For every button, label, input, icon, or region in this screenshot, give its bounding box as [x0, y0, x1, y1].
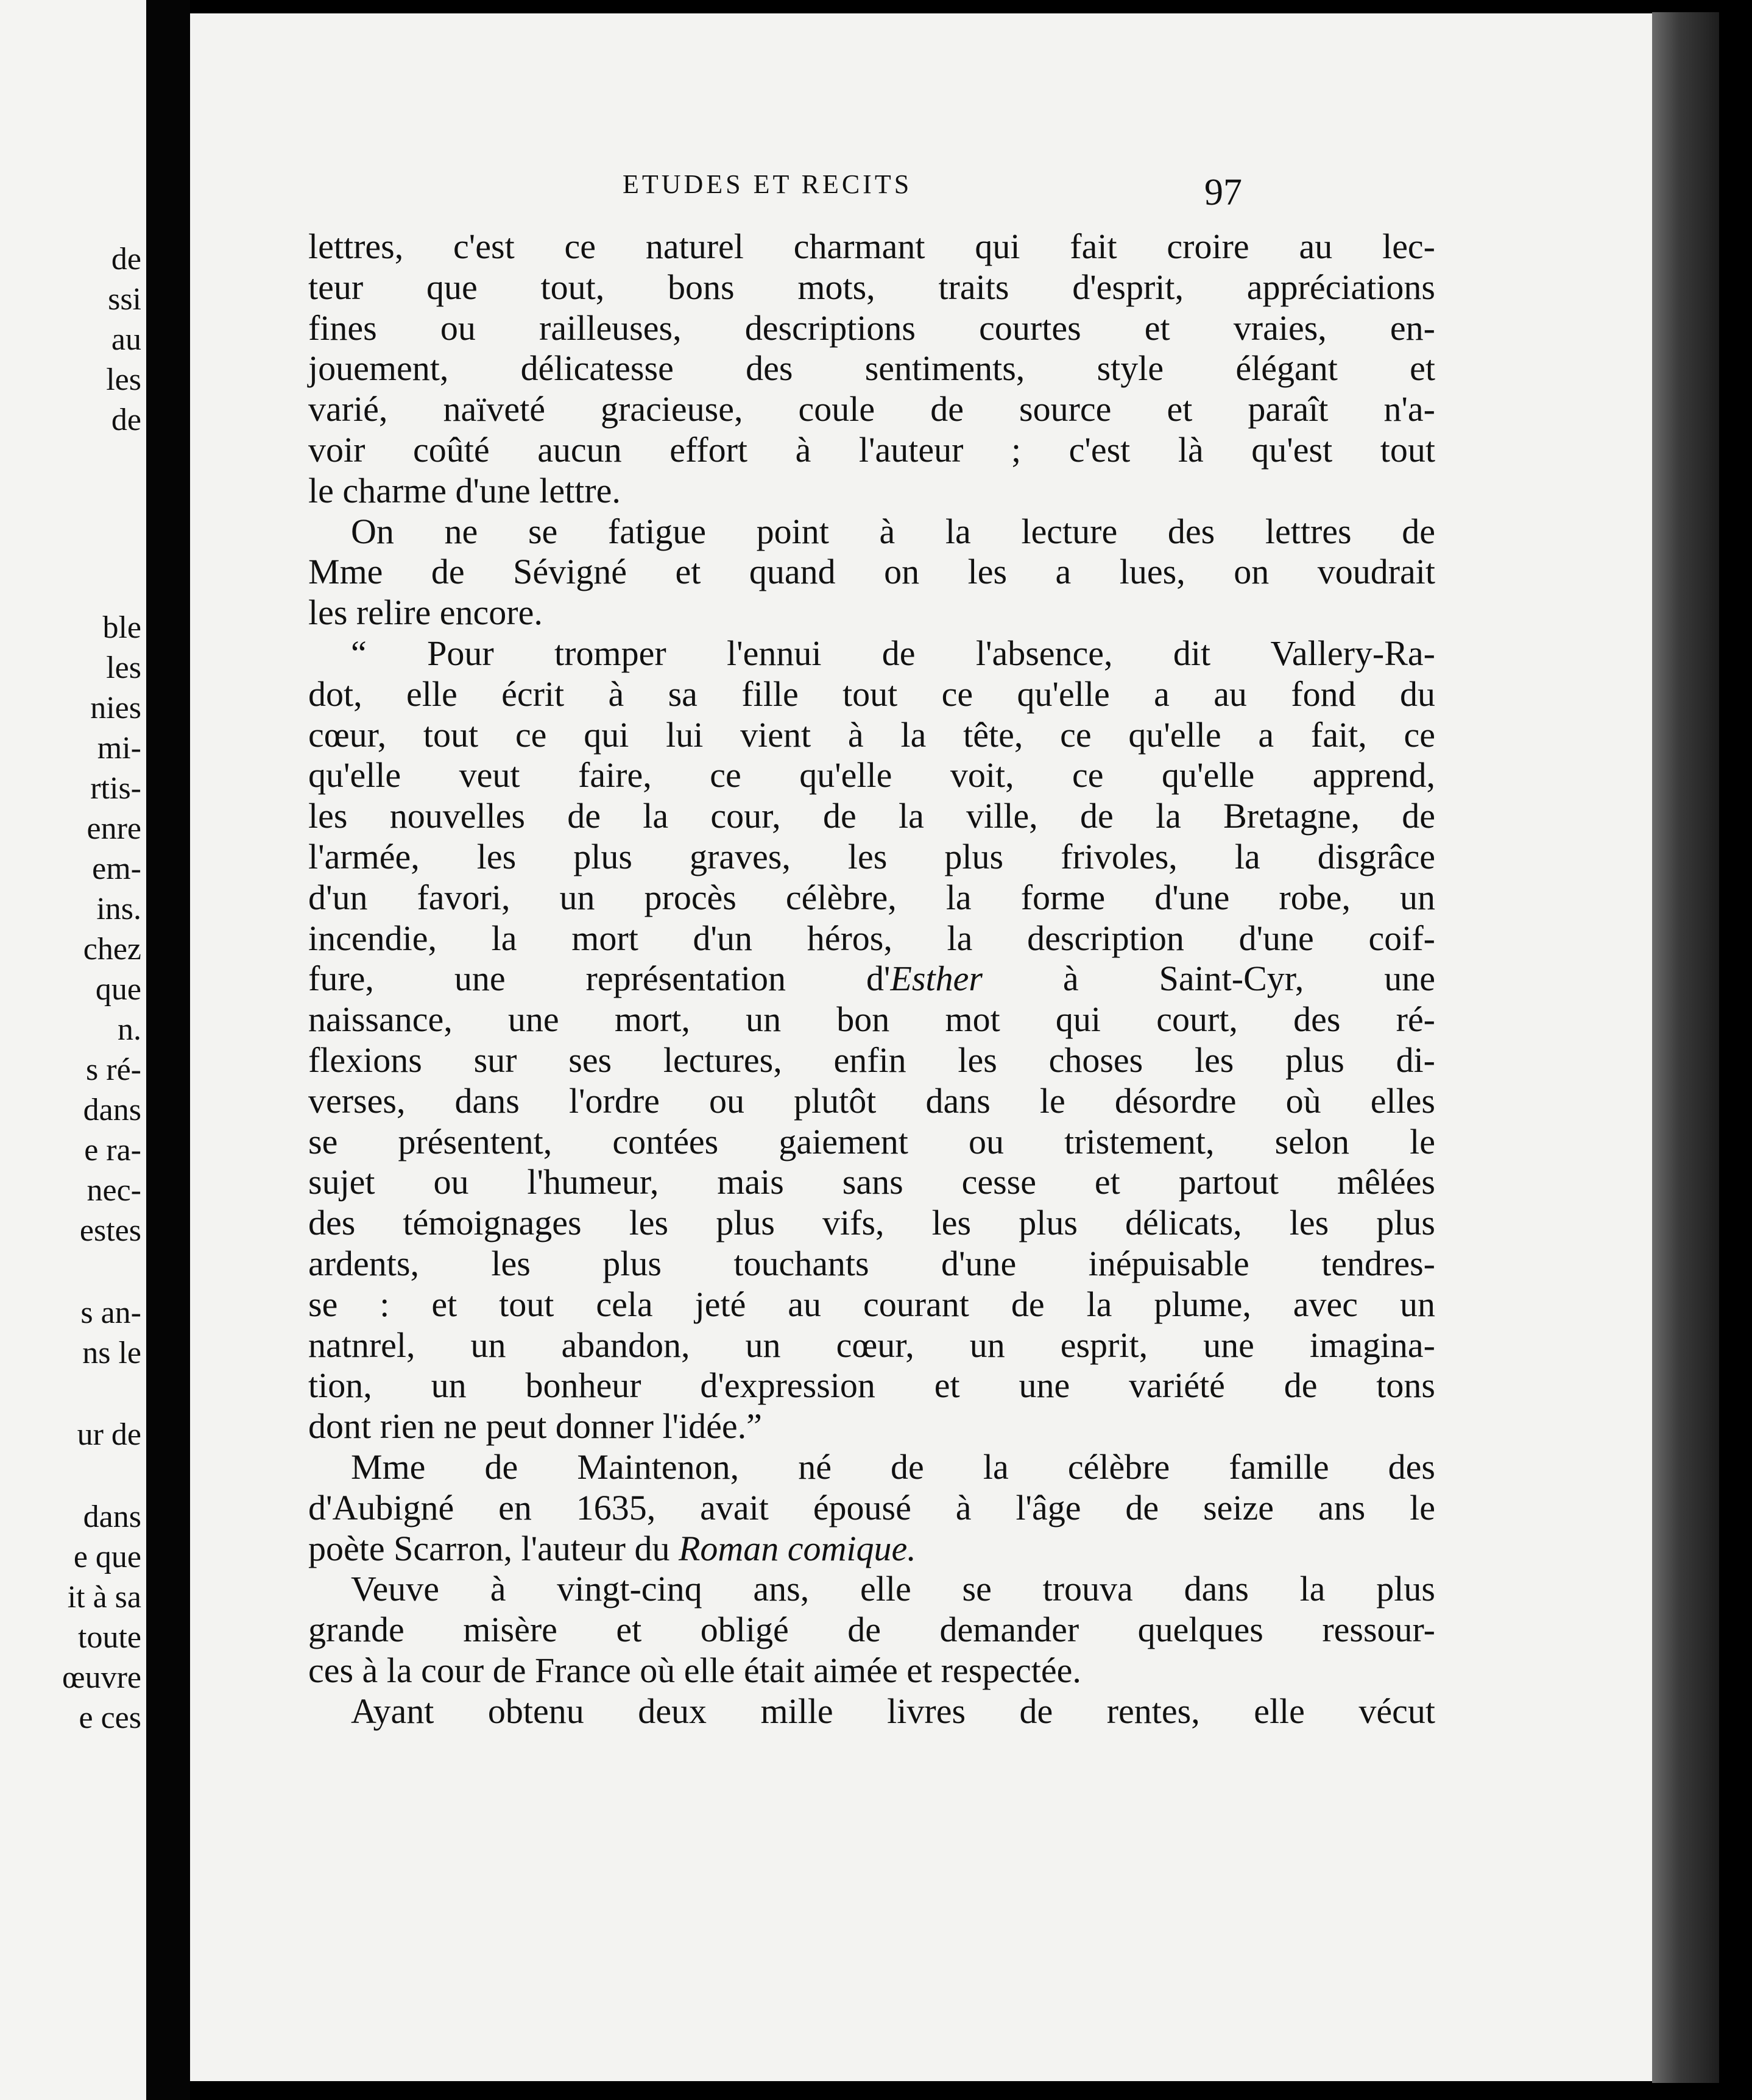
facing-page-line: e que [73, 1540, 141, 1574]
book-gutter [146, 0, 190, 2100]
facing-page-line: mi- [97, 731, 141, 766]
facing-page-line: dans [83, 1093, 141, 1127]
facing-page-line: ur de [77, 1417, 141, 1452]
facing-page-line: chez [83, 932, 141, 967]
scan-border [1719, 0, 1752, 2100]
facing-page-line: ble [102, 610, 141, 645]
text-line: On ne se fatigue point à la lecture des lettres de [351, 511, 1435, 551]
text-line: verses, dans l'ordre ou plutôt dans le désordre où elles [308, 1080, 1435, 1121]
text-line: d'Aubigné en 1635, avait épousé à l'âge de seize ans le [308, 1487, 1435, 1527]
facing-page-line: e ra- [84, 1133, 141, 1168]
text-line: dot, elle écrit à sa fille tout ce qu'elle a au fond du [308, 674, 1435, 714]
text-line: jouement, délicatesse des sentiments, style élégant et [308, 348, 1435, 389]
text-line: se : et tout cela jeté au courant de la plume, avec un [308, 1284, 1435, 1324]
page-header [190, 169, 1652, 211]
page-edge-stack [1652, 12, 1719, 2083]
facing-page-fragment [0, 0, 146, 2100]
facing-page-line: les [106, 650, 141, 685]
text-segment: à Saint-Cyr, une [982, 959, 1435, 999]
text-line: lettres, c'est ce naturel charmant qui fait croire au lec- [308, 227, 1435, 266]
running-title: ETUDES ET RECITS [623, 169, 913, 199]
text-line: dont rien ne peut donner l'idée.” [308, 1406, 762, 1446]
facing-page-line: les [106, 362, 141, 397]
text-line: d'un favori, un procès célèbre, la forme d'une robe, un [308, 877, 1435, 917]
facing-page-line: que [95, 972, 141, 1007]
facing-page-line: nies [90, 691, 141, 725]
text-line: Mme de Sévigné et quand on les a lues, on voudrait [308, 552, 1435, 592]
text-line: se présentent, contées gaiement ou tristement, selon le [308, 1121, 1435, 1161]
text-line: des témoignages les plus vifs, les plus délicats, les plus [308, 1203, 1435, 1243]
facing-page-line: s ré- [86, 1052, 141, 1087]
text-line: Veuve à vingt-cinq ans, elle se trouva dans la plus [351, 1569, 1435, 1609]
facing-page-line: de [111, 242, 141, 277]
text-line: voir coûté aucun effort à l'auteur ; c'est là qu'est tout [308, 429, 1435, 470]
facing-page-line: toute [78, 1620, 141, 1655]
facing-page-line: estes [79, 1213, 141, 1248]
body-text [308, 227, 1435, 1732]
text-line: Mme de Maintenon, né de la célèbre famille des [351, 1446, 1435, 1487]
text-line: flexions sur ses lectures, enfin les choses les plus di- [308, 1040, 1435, 1080]
text-line: les relire encore. [308, 593, 543, 633]
text-line [308, 1529, 1435, 1570]
facing-page-line: it à sa [67, 1580, 141, 1615]
text-line: fines ou railleuses, descriptions courtes et vraies, en- [308, 308, 1435, 348]
text-line: cœur, tout ce qui lui vient à la tête, ce qu'elle a fait, ce [308, 714, 1435, 755]
facing-page-line: em- [92, 851, 141, 886]
text-line: teur que tout, bons mots, traits d'esprit, appréciations [308, 267, 1435, 307]
text-line: qu'elle veut faire, ce qu'elle voit, ce qu'elle apprend, [308, 755, 1435, 795]
page-number: 97 [1204, 172, 1242, 213]
text-line: l'armée, les plus graves, les plus frivoles, la disgrâce [308, 836, 1435, 876]
text-line: natnrel, un abandon, un cœur, un esprit, une imagina- [308, 1325, 1435, 1365]
facing-page-line: n. [118, 1012, 141, 1047]
book-page [190, 13, 1652, 2081]
facing-page-line: ssi [108, 282, 141, 317]
text-line: sujet ou l'humeur, mais sans cesse et partout mêlées [308, 1162, 1435, 1202]
facing-page-line: nec- [87, 1173, 141, 1208]
text-line: les nouvelles de la cour, de la ville, de la Bretagne, de [308, 796, 1435, 836]
italic-title: Roman comique. [678, 1528, 916, 1568]
facing-page-line: de [111, 403, 141, 437]
text-line [308, 959, 1435, 999]
text-line: incendie, la mort d'un héros, la description d'une coif- [308, 918, 1435, 958]
facing-page-line: ins. [96, 892, 141, 926]
facing-page-line: s an- [80, 1295, 141, 1330]
facing-page-line: ns le [82, 1336, 141, 1370]
facing-page-line: enre [87, 811, 141, 846]
text-line: “ Pour tromper l'ennui de l'absence, dit Vallery-Ra- [351, 633, 1435, 673]
text-line: naissance, une mort, un bon mot qui court, des ré- [308, 999, 1435, 1040]
text-segment: fure, une représentation d' [308, 959, 891, 999]
text-line: grande misère et obligé de demander quelques ressour- [308, 1610, 1435, 1650]
text-segment: poète Scarron, l'auteur du [308, 1528, 679, 1568]
facing-page-line: œuvre [62, 1660, 141, 1695]
italic-title: Esther [890, 959, 983, 999]
text-line: le charme d'une lettre. [308, 470, 621, 510]
text-line: ardents, les plus touchants d'une inépuisable tendres- [308, 1243, 1435, 1283]
facing-page-line: e ces [79, 1700, 141, 1735]
text-line: Ayant obtenu deux mille livres de rentes, elle vécut [351, 1691, 1435, 1731]
facing-page-line: dans [83, 1499, 141, 1534]
text-line: tion, un bonheur d'expression et une variété de tons [308, 1365, 1435, 1406]
text-line: ces à la cour de France où elle était aimée et respectée. [308, 1650, 1081, 1690]
text-line: varié, naïveté gracieuse, coule de source et paraît n'a- [308, 389, 1435, 429]
facing-page-line: au [111, 322, 141, 357]
facing-page-line: rtis- [90, 771, 141, 806]
